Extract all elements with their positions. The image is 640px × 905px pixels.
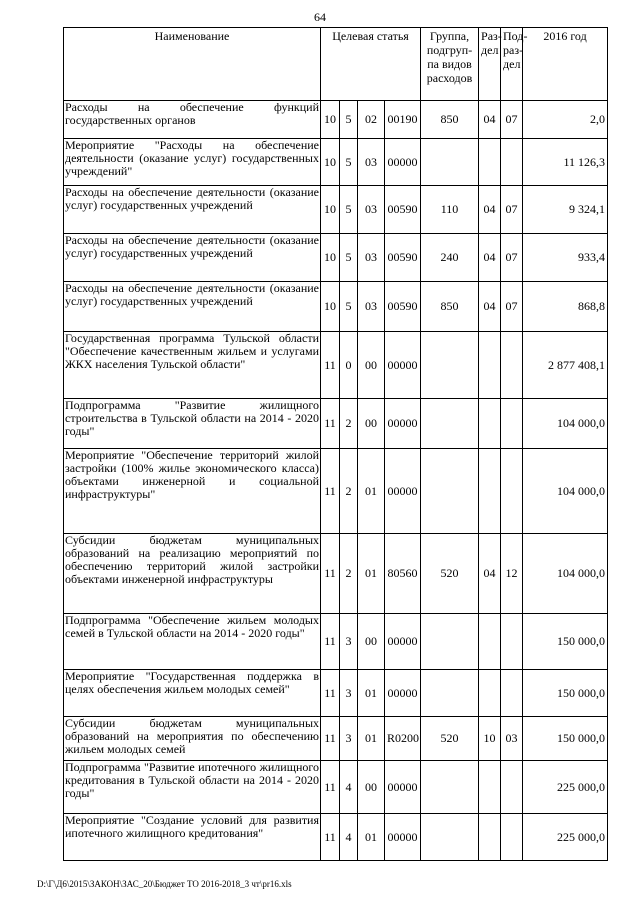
cell-target-code-2: 2 [340,534,358,614]
table-row [64,234,608,282]
page-number: 64 [314,10,326,24]
cell-name: Субсидии бюджетам муниципальных образований на мероприятия по обеспечению жильем молодых семей [64,717,321,761]
cell-amount: 225 000,0 [523,761,608,814]
cell-amount: 150 000,0 [523,614,608,670]
cell-amount: 11 126,3 [523,139,608,186]
cell-target-code-1: 11 [321,717,340,761]
cell-target-code-3: 00 [358,332,385,399]
cell-section: 04 [479,234,501,282]
cell-amount: 225 000,0 [523,814,608,861]
cell-target-code-4: 00000 [385,761,421,814]
cell-amount: 150 000,0 [523,717,608,761]
cell-amount: 2,0 [523,101,608,139]
table-row [64,670,608,717]
cell-group [421,139,479,186]
cell-target-code-4: 00590 [385,186,421,234]
cell-section [479,761,501,814]
cell-target-code-2: 5 [340,101,358,139]
cell-subsection: 07 [501,282,523,332]
cell-section: 10 [479,717,501,761]
cell-group: 850 [421,101,479,139]
cell-subsection [501,761,523,814]
table-row [64,717,608,761]
cell-target-code-1: 10 [321,186,340,234]
cell-target-code-3: 02 [358,101,385,139]
cell-target-code-2: 5 [340,139,358,186]
cell-target-code-2: 3 [340,717,358,761]
cell-subsection [501,614,523,670]
header-section: Раз-дел [479,28,501,101]
cell-name: Субсидии бюджетам муниципальных образований на реализацию мероприятий по обеспечению территорий жилой застройки объектами инженерной инфраструктуры [64,534,321,614]
cell-group [421,332,479,399]
cell-target-code-1: 10 [321,282,340,332]
cell-target-code-4: 00000 [385,399,421,449]
cell-name: Мероприятие "Обеспечение территорий жилой застройки (100% жилье экономического класса) объектами инженерной и социальной инфраструктуры" [64,449,321,534]
cell-target-code-2: 4 [340,761,358,814]
cell-name: Подпрограмма "Развитие жилищного строительства в Тульской области на 2014 - 2020 годы" [64,399,321,449]
cell-target-code-3: 01 [358,717,385,761]
cell-target-code-3: 03 [358,186,385,234]
cell-target-code-3: 01 [358,670,385,717]
cell-amount: 933,4 [523,234,608,282]
cell-target-code-1: 11 [321,670,340,717]
cell-amount: 104 000,0 [523,399,608,449]
cell-target-code-4: 00590 [385,282,421,332]
budget-table [63,27,608,861]
cell-target-code-4: R0200 [385,717,421,761]
cell-name: Подпрограмма "Развитие ипотечного жилищного кредитования в Тульской области на 2014 - 2020 годы" [64,761,321,814]
table-row [64,449,608,534]
cell-target-code-4: 00000 [385,814,421,861]
cell-name: Расходы на обеспечение функций государственных органов [64,101,321,139]
cell-group: 110 [421,186,479,234]
cell-target-code-1: 11 [321,449,340,534]
cell-subsection [501,670,523,717]
cell-target-code-2: 4 [340,814,358,861]
cell-section [479,332,501,399]
cell-target-code-4: 00000 [385,332,421,399]
cell-subsection: 07 [501,101,523,139]
cell-target-code-1: 10 [321,234,340,282]
cell-target-code-4: 00000 [385,449,421,534]
cell-group: 520 [421,534,479,614]
cell-name: Расходы на обеспечение деятельности (оказание услуг) государственных учреждений [64,186,321,234]
cell-group: 520 [421,717,479,761]
cell-group: 850 [421,282,479,332]
cell-group [421,614,479,670]
header-target: Целевая статья [321,28,421,101]
cell-amount: 9 324,1 [523,186,608,234]
cell-name: Подпрограмма "Обеспечение жильем молодых семей в Тульской области на 2014 - 2020 годы" [64,614,321,670]
cell-group [421,814,479,861]
cell-target-code-1: 11 [321,399,340,449]
cell-target-code-4: 00590 [385,234,421,282]
header-group: Группа, подгруп-па видов расходов [421,28,479,101]
cell-section [479,449,501,534]
table-row [64,614,608,670]
table-row [64,399,608,449]
cell-target-code-4: 00190 [385,101,421,139]
table-row [64,534,608,614]
cell-section: 04 [479,282,501,332]
cell-target-code-3: 00 [358,399,385,449]
cell-target-code-3: 03 [358,139,385,186]
cell-target-code-4: 80560 [385,534,421,614]
cell-target-code-1: 11 [321,614,340,670]
cell-name: Расходы на обеспечение деятельности (оказание услуг) государственных учреждений [64,234,321,282]
cell-target-code-1: 11 [321,332,340,399]
cell-target-code-2: 5 [340,186,358,234]
cell-amount: 150 000,0 [523,670,608,717]
table-row [64,101,608,139]
cell-subsection: 03 [501,717,523,761]
cell-group: 240 [421,234,479,282]
cell-target-code-3: 01 [358,449,385,534]
cell-name: Мероприятие "Расходы на обеспечение деятельности (оказание услуг) государственных учреждений" [64,139,321,186]
cell-group [421,399,479,449]
cell-subsection [501,139,523,186]
cell-target-code-1: 11 [321,814,340,861]
cell-target-code-4: 00000 [385,614,421,670]
table-row [64,332,608,399]
cell-section: 04 [479,101,501,139]
cell-name: Мероприятие "Создание условий для развития ипотечного жилищного кредитования" [64,814,321,861]
cell-subsection [501,814,523,861]
table-row [64,186,608,234]
cell-name: Государственная программа Тульской области "Обеспечение качественным жильем и услугами ЖКХ населения Тульской области" [64,332,321,399]
header-name: Наименование [64,28,321,101]
cell-name: Расходы на обеспечение деятельности (оказание услуг) государственных учреждений [64,282,321,332]
cell-target-code-1: 11 [321,534,340,614]
cell-section [479,399,501,449]
cell-section: 04 [479,534,501,614]
cell-subsection: 07 [501,234,523,282]
header-year: 2016 год [523,28,608,101]
cell-amount: 104 000,0 [523,449,608,534]
cell-section: 04 [479,186,501,234]
cell-target-code-3: 03 [358,282,385,332]
cell-section [479,814,501,861]
cell-target-code-1: 11 [321,761,340,814]
table-row [64,814,608,861]
cell-target-code-2: 0 [340,332,358,399]
cell-name: Мероприятие "Государственная поддержка в целях обеспечения жильем молодых семей" [64,670,321,717]
cell-target-code-4: 00000 [385,670,421,717]
cell-target-code-3: 00 [358,761,385,814]
cell-target-code-1: 10 [321,139,340,186]
table-row [64,282,608,332]
cell-target-code-4: 00000 [385,139,421,186]
table-row [64,761,608,814]
cell-target-code-2: 3 [340,670,358,717]
cell-target-code-3: 01 [358,814,385,861]
cell-subsection [501,449,523,534]
cell-group [421,449,479,534]
cell-target-code-2: 2 [340,449,358,534]
cell-target-code-3: 01 [358,534,385,614]
cell-subsection [501,332,523,399]
header-row [64,28,608,101]
cell-section [479,670,501,717]
table-body [64,101,608,861]
cell-amount: 868,8 [523,282,608,332]
cell-amount: 104 000,0 [523,534,608,614]
cell-group [421,761,479,814]
cell-target-code-2: 5 [340,282,358,332]
cell-subsection: 07 [501,186,523,234]
cell-target-code-2: 3 [340,614,358,670]
cell-section [479,614,501,670]
header-subsection: Под-раз-дел [501,28,523,101]
cell-target-code-1: 10 [321,101,340,139]
cell-subsection [501,399,523,449]
cell-amount: 2 877 408,1 [523,332,608,399]
cell-section [479,139,501,186]
cell-target-code-2: 5 [340,234,358,282]
footer-file-path: D:\Г\Д6\2015\ЗАКОН\ЗАС_20\Бюджет ТО 2016-2018_3 чт\pr16.xls [37,879,292,889]
table-row [64,139,608,186]
cell-subsection: 12 [501,534,523,614]
cell-group [421,670,479,717]
cell-target-code-3: 03 [358,234,385,282]
cell-target-code-2: 2 [340,399,358,449]
cell-target-code-3: 00 [358,614,385,670]
